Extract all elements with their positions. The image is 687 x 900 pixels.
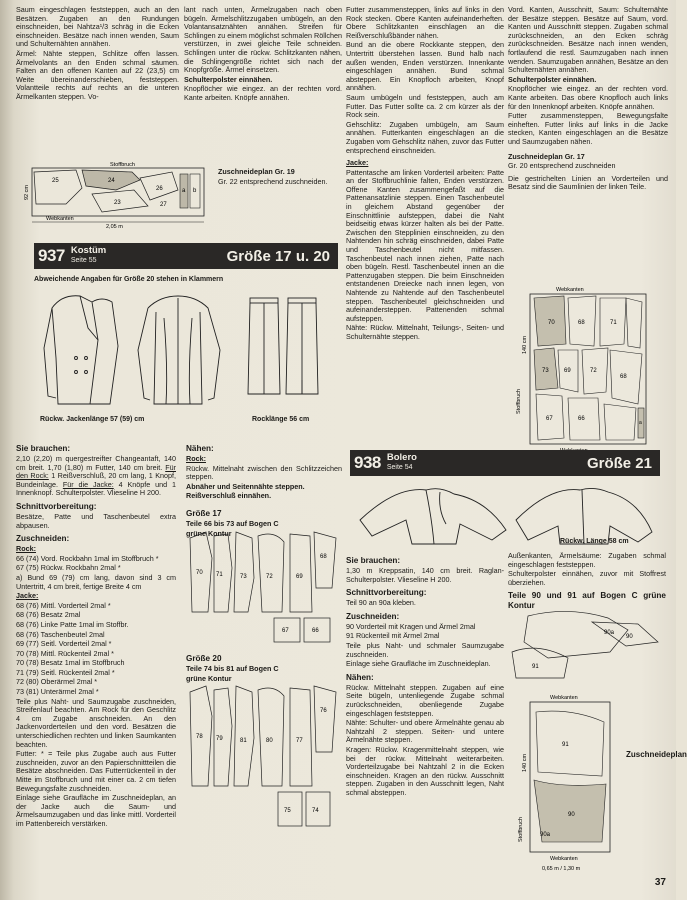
text-schulterpolster-jacke: Schulterpolster einnähen.	[508, 74, 597, 84]
need-rock-label: Für den Rock:	[16, 462, 176, 481]
pattern-number-937: 937	[38, 246, 65, 265]
caption-bolero: Rückw. Länge 58 cm	[560, 538, 629, 545]
cutting-plan-gr17	[508, 284, 668, 470]
diag2-piece-69: 69	[564, 368, 571, 374]
cutting-plan-gr19-text	[218, 168, 338, 187]
text-knopfloecher: Knopflöcher wie eingez. an der rechten vord. Kante arbeiten. Knöpfe annähen.	[184, 84, 342, 102]
cut-line: 70 (78) Mittl. Rückenteil 2mal *	[16, 648, 114, 658]
need-text-938: 1,30 m Kreppsatin, 140 cm breit. Raglan-Schulterpolster. Vlieseline H 200.	[346, 566, 504, 584]
cut-line: 68 (76) Linke Patte 1mal im Stoffbr.	[16, 619, 129, 629]
banner-938	[350, 450, 660, 476]
jacket-illustration	[38, 288, 228, 414]
diag2-piece-73: 73	[542, 368, 549, 374]
piece-80: 80	[266, 738, 273, 744]
diag2-piece-68: 68	[578, 320, 585, 326]
cut-line: a) Bund 69 (79) cm lang, davon sind 3 cm Untertritt, 4 cm breit, fertige Breite 4 cm	[16, 572, 176, 591]
diag2-piece-68b: 68	[620, 374, 627, 380]
cutting-plan-938	[512, 692, 632, 872]
diag3-dims: 0,65 m / 1,30 m	[542, 866, 581, 872]
col1b-lower	[186, 440, 342, 539]
need-text-937-c: 4 Knöpfe und 1 Innenknopf. Schulterpolster. Vlieseline H 200.	[16, 479, 176, 498]
cutting-plan-gr19	[22, 160, 208, 228]
caption-jacket: Rückw. Jackenlänge 57 (59) cm	[40, 416, 145, 423]
diag2-selvage: Webkanten	[556, 287, 584, 293]
col2-lower	[346, 552, 504, 798]
diag2-piece-a: a	[639, 420, 642, 426]
piece-76: 76	[320, 708, 327, 714]
cut-heading-937: Zuschneiden:	[16, 534, 70, 544]
text-saum-rock: Saum umbügeln und feststeppen, auch am Futter. Das Futter sollte ca. 2 cm kürzer als der Rock sein.	[346, 92, 504, 120]
prep-text-937: Besätze, Patte und Taschenbeutel extra abpausen.	[16, 511, 176, 530]
parts-938-heading: Teile 90 und 91 auf Bogen C grüne Kontur	[508, 591, 666, 611]
sew-heading-937: Nähen:	[186, 444, 214, 453]
need-heading-938: Sie brauchen:	[346, 556, 401, 565]
diag2-piece-72: 72	[590, 368, 597, 374]
prep-heading-937: Schnittvorbereitung:	[16, 501, 97, 511]
cutting-plan-gr19-title: Zuschneideplan Gr. 19	[218, 167, 295, 176]
prep-text-938: Teil 90 an 90a kleben.	[346, 598, 416, 608]
size20-contour: grüne Kontur	[186, 673, 232, 683]
diag2-piece-66: 66	[578, 416, 585, 422]
pattern-page-ref: Seite 55	[70, 257, 97, 264]
col1a-lower	[16, 440, 176, 830]
piece-66: 66	[312, 628, 319, 634]
diag3-selvage: Webkanten	[550, 695, 578, 701]
sew-938-2: Nähte: Schulter- und obere Ärmelnähte genau ab Nahtzahl 2 steppen. Seiten- und untere Ärmelnähte steppen.	[346, 718, 504, 745]
size20-sheet: Teile 74 bis 81 auf Bogen C	[186, 664, 279, 673]
diag3-piece-91: 91	[562, 742, 569, 748]
diag1-piece-25: 25	[52, 178, 59, 184]
piece-81: 81	[240, 738, 247, 744]
sew-938-edges: Außenkanten, Ärmelsäume: Zugaben schmal eingeschlagen feststeppen.	[508, 551, 666, 569]
size17-sheet: Teile 66 bis 73 auf Bogen C	[186, 518, 279, 528]
diag1-width: 2,05 m	[106, 224, 123, 230]
diag1-piece-23: 23	[114, 200, 121, 206]
piece-79: 79	[216, 736, 223, 742]
text-schulterpolster: Schulterpolster einnähen.	[184, 74, 273, 84]
cut-rock-label: Rock:	[16, 544, 36, 554]
diag2-height: 140 cm	[522, 335, 528, 354]
cut-line: 72 (80) Oberärmel 2mal *	[16, 677, 98, 687]
pattern-pieces-size17	[186, 528, 342, 646]
cut-line: 69 (77) Seitl. Vorderteil 2mal *	[16, 639, 112, 649]
size20-heading: Größe 20	[186, 654, 222, 663]
cut-jacke-label: Jacke:	[16, 591, 39, 601]
text-jacke-label: Jacke:	[346, 158, 369, 168]
piece-90: 90	[626, 634, 633, 640]
sew-heading-938: Nähen:	[346, 672, 374, 682]
size17-contour: grüne Kontur	[186, 528, 232, 538]
cut-heading-938: Zuschneiden:	[346, 611, 400, 621]
pattern-number-938: 938	[354, 453, 381, 472]
diag1-selvage: Webkanten	[46, 216, 74, 222]
piece-91: 91	[532, 664, 539, 670]
text-knopfloecher-jacke: Knopflöcher wie eingez. an der rechten vord. Kante arbeiten. Das obere Knopfloch auch links für den Innenknopf arbeiten. Knöpfe annähen.	[508, 84, 668, 111]
piece-69: 69	[296, 574, 303, 580]
einlage-938: Einlage siehe Graufläche im Zuschneideplan.	[346, 659, 491, 669]
cutting-plan-gr17-note: Die gestrichelten Linien an Vorderteilen und Besatz sind die Saumlinien der linken Teile.	[508, 173, 668, 192]
column-3	[508, 6, 668, 193]
piece-72: 72	[266, 574, 273, 580]
pattern-page-ref-938: Seite 54	[386, 464, 413, 471]
sew-rock-3: Reißverschluß einnähen.	[186, 491, 272, 501]
text-futter-rock: Futter zusammensteppen, links auf links in den Rock stecken. Obere Kanten aufeinanderheften. Obere Schlitzkanten einschlagen an die Reißverschlußbänder nähen.	[346, 5, 504, 40]
diag1-piece-27: 27	[160, 202, 167, 208]
cut-line: 68 (76) Besatz 2mal	[16, 610, 81, 620]
futter-notes-937: Futter: * = Teile plus Zugabe auch aus Futter zuschneiden, zuvor an den Papierschnittteilen die Besätze abschneiden. Das Futterrückenteil in der Mitte im Stoffbruch und mit einer ca. 2 cm tiefen Bewegungsfalte zuschneiden.	[16, 749, 176, 793]
sew-938-1: Rückw. Mittelnaht steppen. Zugaben auf eine Seite bügeln, untenliegende Zugabe schmal zurückschneiden, obenliegende Zugabe eingeschlagen feststeppen.	[346, 682, 504, 718]
need-jacke-label: Für die Jacke:	[62, 479, 114, 489]
diag1-piece-26: 26	[156, 186, 163, 192]
pattern-size-938: Größe 21	[586, 454, 652, 472]
cut-notes-937: Teile plus Naht- und Saumzugabe zuschneiden, Streifenlauf beachten. Am Rock für den Geschlitz 4 cm Zugabe anschneiden. An den Jackenvorderteilen und den vord. Besätzen die unterschiedlichen rechten und linken Saumkanten beachten.	[16, 696, 176, 749]
text-volant: lant nach unten, Ärmelzugaben nach oben bügeln. Ärmelschlitzzugaben umbügeln, an den Volantansatznähten annähen. Streifen für Schlingen zu einem möglichst schmalen Röllchen verstürzen, in zwei gleiche Teile schneiden. Schlingen unter die rückw. Schlitzkanten nähen, die Schlingengröße richtet sich nach der Knopfgröße. Ärmel einsetzen.	[184, 5, 342, 75]
diag1-fold: Stoffbruch	[110, 162, 135, 168]
piece-67: 67	[282, 628, 289, 634]
diag2-piece-70: 70	[548, 320, 555, 326]
sew-rock-1: Rückw. Mittelnaht zwischen den Schlitzzeichen steppen.	[186, 463, 342, 482]
einlage-notes-937: Einlage siehe Graufläche im Zuschneideplan, an der Jacke auch die Saum- und Ärmelsaumzugaben und das linke mittl. Vorderteil im Pattenbereich verstärken.	[16, 793, 176, 828]
need-heading-937: Sie brauchen:	[16, 444, 71, 453]
pattern-pieces-938	[508, 602, 668, 682]
sew-rock-2: Abnäher und Seitennähte steppen.	[186, 481, 305, 491]
text-futter-jacke: Futter zusammensteppen, Bewegungsfalte einheften. Futter links auf links in die Jacke stecken, Kanten eingeschlagen an die Besätze und Saumzugaben nähen.	[508, 111, 668, 146]
skirt-illustration	[244, 294, 324, 414]
pattern-pieces-size20	[186, 682, 342, 832]
text-bund: Bund an die obere Rockkante steppen, den Untertritt überstehen lassen. Bund halb nach außen wenden, Enden verstürzen. Innenkante eingeschlagen annähen. Bund schmal absteppen. Ein Knopfloch arbeiten, Knopf annähen.	[346, 40, 504, 93]
diag1-piece-a: a	[182, 188, 186, 194]
piece-78: 78	[196, 734, 203, 740]
cut-line: 90 Vorderteil mit Kragen und Ärmel 2mal	[346, 621, 476, 631]
pattern-title-938	[387, 453, 417, 473]
sew-938-padding: Schulterpolster einnähen, zuvor mit Stoffrest überziehen.	[508, 569, 666, 587]
diag3-fold: Stoffbruch	[518, 817, 524, 842]
piece-71: 71	[216, 572, 223, 578]
cut-notes-938: Teile plus Naht- und schmaler Saumzugabe zuschneiden.	[346, 640, 504, 659]
pattern-title-text: Kostüm	[70, 245, 107, 256]
cutting-plan-gr17-desc: Gr. 20 entsprechend zuschneiden	[508, 161, 616, 171]
prep-heading-938: Schnittvorbereitung:	[346, 588, 427, 598]
size17-heading: Größe 17	[186, 508, 222, 518]
diag1-piece-b: b	[193, 188, 197, 194]
need-text-937-b: 1 Reißverschluß, 20 cm lang, 1 Knopf, Bundeinlage.	[16, 471, 176, 489]
column-2	[346, 6, 504, 343]
cut-line: 68 (76) Mittl. Vorderteil 2mal *	[16, 600, 111, 610]
need-text-937	[16, 455, 176, 498]
diag2-fold: Stoffbruch	[516, 389, 522, 414]
piece-75: 75	[284, 808, 291, 814]
cutting-plan-gr17-title: Zuschneideplan Gr. 17	[508, 151, 585, 161]
page-number: 37	[654, 877, 666, 888]
text-pattentasche: Pattentasche am linken Vorderteil arbeiten: Patte an der Stoffbruchlinie falten, Enden verstürzen. Offene Kanten zusammengefaßt auf die Pattenansatzlinie steppen. Einen Taschenbeutel in gleichem Abstand gegenüber der Einschnittlinie aufsteppen, dabei die Naht beidseitig etwas kürzer halten als bei der Patte. Zwischen den Stepplinien einschneiden, zu den Nahtenden hin schräg einschneiden, dabei Patte und Taschenbeutel nicht mitfassen. Taschenbeutel nach innen ziehen, Patte nach oben bügeln. Restl. Taschenbeutel innen an die Pattenzugaben steppen. Die beim Einschneiden entstandenen Dreiecke nach innen legen, von Nahtende zu Nahtende auf den Taschenbeutel steppen. Taschenbeutel gleichschneiden und aufeinandersteppen. Pattenenden schmal aufsteppen.	[346, 167, 504, 323]
diag1-piece-24: 24	[108, 178, 115, 184]
diag3-piece-90a: 90a	[540, 832, 551, 838]
diag2-piece-67: 67	[546, 416, 553, 422]
pattern-title-937	[71, 246, 106, 266]
piece-90a: 90a	[604, 630, 615, 636]
cut-line: 91 Rückenteil mit Ärmel 2mal	[346, 631, 440, 641]
piece-74: 74	[312, 808, 319, 814]
sew-rock-label: Rock:	[186, 454, 206, 463]
text-vord-kanten: Vord. Kanten, Ausschnitt, Saum: Schulternähte der Besätze steppen. Besätze auf Saum, vord. Kanten und Ausschnitt steppen. Zugaben schmal zurückschneiden, an den Ecken schräg zurückschneiden. Besätze nach innen wenden, fortlaufend die restl. Saumzugaben nach innen wenden. Saumzugaben annähen, Besätze an den Schulternähten annähen.	[508, 5, 668, 75]
note-937: Abweichende Angaben für Größe 20 stehen in Klammern	[34, 276, 224, 283]
cut-line: 71 (79) Seitl. Rückenteil 2mal *	[16, 667, 115, 677]
diag3-height: 140 cm	[522, 753, 528, 772]
text-aermel: Ärmel: Nähte steppen, Schlitze offen lassen. Ärmelvolants an den Enden schmal säumen. Falten an den offenen Kanten auf 22 (23,5) cm Weite übereinanderschieben, feststeppen. Volantteile rechts auf rechts an die unteren Ärmelkanten steppen. Vo-	[16, 48, 179, 101]
diag1-height: 92 cm	[24, 185, 30, 200]
need-text-937-a: 2,10 (2,20) m quergestreifter Changeantaft, 140 cm breit. 1,70 (1,80) m Futter, 140 cm breit.	[16, 454, 176, 472]
piece-70: 70	[196, 570, 203, 576]
size20-heading-block	[186, 650, 342, 684]
piece-73: 73	[240, 574, 247, 580]
cut-line: 70 (78) Besatz 1mal im Stoffbruch	[16, 658, 125, 668]
diag3-piece-90: 90	[568, 812, 575, 818]
pattern-title-text-938: Bolero	[386, 452, 417, 463]
caption-skirt: Rocklänge 56 cm	[252, 416, 310, 423]
sew-938-3: Kragen: Rückw. Kragenmittelnaht steppen, wie bei der rückw. Mittelnaht weiterarbeiten. Vorderteilzugabe bei Nahtzahl 2 in die Ecken einschneiden. Kragen an den rückw. Ausschnitt steppen. Zugaben in den Ausschnitt legen, Naht schmal absteppen.	[346, 744, 504, 797]
cut-line: 73 (81) Unterärmel 2mal *	[16, 687, 99, 697]
text-naehte-jacke: Nähte: Rückw. Mittelnaht, Teilungs-, Seiten- und Schulternähte steppen.	[346, 323, 504, 341]
cutting-plan-gr19-desc: Gr. 22 entsprechend zuschneiden.	[218, 176, 328, 186]
piece-68: 68	[320, 554, 327, 560]
cutting-plan-938-label: Zuschneideplan	[626, 750, 687, 759]
piece-77: 77	[296, 738, 303, 744]
text-saum: Saum eingeschlagen feststeppen, auch an den Besätzen. Zugaben an den Rundungen einschneiden, bei Nahtza¹/3 schräg in die Ecken einschneiden. Besätze nach innen wenden, Saum und Schulternähten annähen.	[16, 5, 179, 49]
cut-line: 67 (75) Rückw. Rockbahn 2mal *	[16, 563, 121, 573]
banner-937	[34, 243, 338, 269]
text-gehschlitz: Gehschlitz: Zugaben umbügeln, am Saum annähen. Futterkanten eingeschlagen an die Zugaben vom Gehschlitz nähen, zuvor das Futter entsprechend einschneiden.	[346, 119, 504, 155]
diag3-selvage-bottom: Webkanten	[550, 856, 578, 862]
cut-line: 68 (76) Taschenbeutel 2mal	[16, 629, 105, 639]
cut-line: 66 (74) Vord. Rockbahn 1mal im Stoffbruch *	[16, 553, 159, 563]
pattern-size-937: Größe 17 u. 20	[226, 247, 330, 265]
diag2-piece-71: 71	[610, 320, 617, 326]
